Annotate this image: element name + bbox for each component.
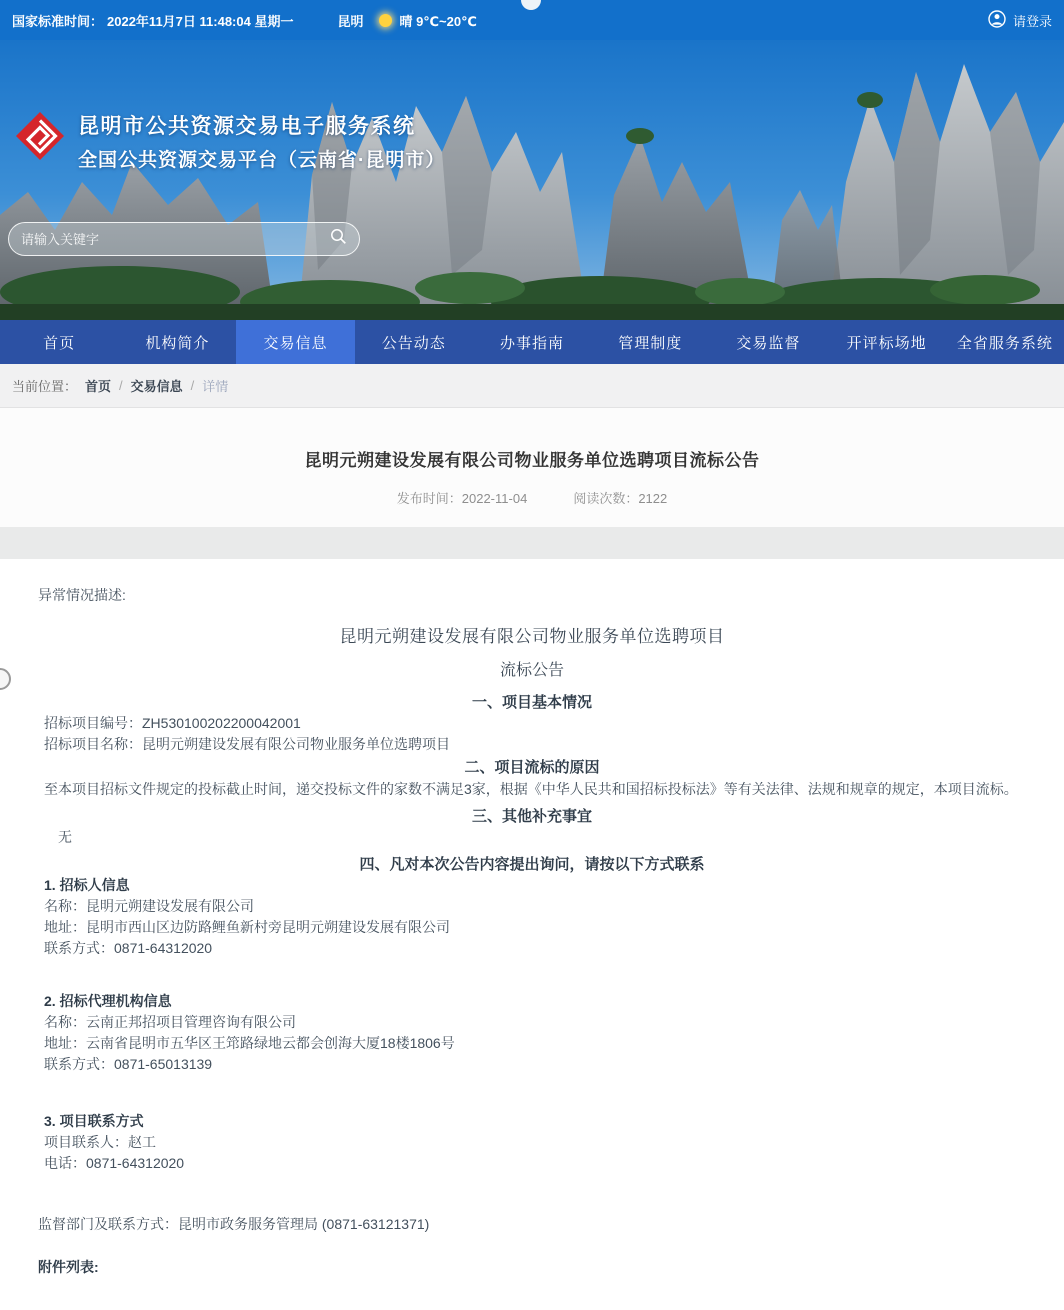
view-count — [573, 488, 667, 507]
login-button[interactable] — [988, 10, 1052, 31]
nav-item-venue[interactable]: 开评标场地 — [846, 334, 927, 352]
tenderer-contact-line: 联系方式：0871-64312020 — [44, 940, 213, 956]
site-titles — [78, 110, 445, 172]
city-label: 昆明 — [337, 13, 364, 29]
time-label: 国家标准时间： — [12, 13, 104, 29]
agency-info-heading: 2. 招标代理机构信息 — [44, 993, 172, 1009]
publish-time — [397, 488, 528, 507]
tenderer-info-heading: 1. 招标人信息 — [44, 877, 130, 893]
nav-item-announcements[interactable]: 公告动态 — [381, 334, 446, 352]
doc-title-line1: 昆明元朔建设发展有限公司物业服务单位选聘项目 — [339, 627, 725, 646]
publish-time-label: 发布时间： — [396, 491, 462, 506]
agency-contact-line: 联系方式：0871-65013139 — [44, 1056, 213, 1072]
site-brand — [14, 110, 445, 172]
article-body — [0, 559, 1064, 1310]
site-logo — [14, 110, 66, 167]
breadcrumb-separator: / — [119, 378, 123, 393]
breadcrumb — [0, 364, 1064, 408]
breadcrumb-home[interactable]: 首页 — [85, 379, 112, 394]
header-banner — [0, 40, 1064, 320]
section3-heading: 三、其他补充事宜 — [471, 808, 592, 825]
failure-reason-paragraph: 至本项目招标文件规定的投标截止时间，递交投标文件的家数不满足3家，根据《中华人民共和国招标投标法》等有关法律、法规和规章的规定，本项目流标。 — [44, 781, 1018, 797]
nav-item-supervision[interactable]: 交易监督 — [736, 334, 801, 352]
nav-item-guide[interactable]: 办事指南 — [499, 334, 564, 352]
nav-item-provincial-system[interactable]: 全省服务系统 — [956, 334, 1053, 352]
nav-item-regulations[interactable]: 管理制度 — [618, 334, 683, 352]
site-title-sub: 全国公共资源交易平台（云南省·昆明市） — [78, 150, 446, 171]
breadcrumb-current: 详情 — [202, 379, 229, 394]
article-header-card — [0, 408, 1064, 527]
abnormal-desc-label: 异常情况描述: — [38, 587, 126, 603]
nav-item-trade-info[interactable]: 交易信息 — [236, 320, 354, 364]
project-contact-phone-line: 电话：0871-64312020 — [44, 1155, 185, 1171]
breadcrumb-section[interactable]: 交易信息 — [130, 379, 183, 394]
weather-text: 晴 9℃~20℃ — [399, 13, 477, 29]
breadcrumb-separator: / — [190, 378, 195, 393]
section1-heading: 一、项目基本情况 — [471, 694, 592, 711]
topbar — [0, 0, 1064, 40]
view-count-label: 阅读次数： — [573, 491, 639, 506]
project-number-line: 招标项目编号：ZH530100202200042001 — [44, 715, 301, 731]
nav-item-home[interactable]: 首页 — [43, 334, 76, 352]
login-label: 请登录 — [1012, 13, 1052, 29]
site-title-main: 昆明市公共资源交易电子服务系统 — [78, 115, 416, 138]
standard-time — [12, 11, 293, 30]
search-input[interactable] — [21, 232, 330, 247]
view-count-value: 2122 — [638, 491, 668, 506]
project-contact-person-line: 项目联系人：赵工 — [44, 1134, 156, 1150]
karst-mountains-photo — [0, 40, 1064, 320]
supervision-line: 监督部门及联系方式：昆明市政务服务管理局 (0871-63121371) — [38, 1216, 430, 1232]
project-name-line: 招标项目名称：昆明元朔建设发展有限公司物业服务单位选聘项目 — [44, 736, 450, 752]
tenderer-address-line: 地址：昆明市西山区边防路鲤鱼新村旁昆明元朔建设发展有限公司 — [44, 919, 450, 935]
agency-address-line: 地址：云南省昆明市五华区王筇路绿地云都会创海大厦18楼1806号 — [44, 1035, 455, 1051]
section3-content: 无 — [58, 829, 72, 845]
nav-item-about[interactable]: 机构简介 — [145, 334, 210, 352]
agency-name-line: 名称：云南正邦招项目管理咨询有限公司 — [44, 1014, 296, 1030]
sun-icon — [379, 14, 392, 27]
page-title: 昆明元朔建设发展有限公司物业服务单位选聘项目流标公告 — [304, 451, 760, 470]
attachments-label: 附件列表: — [38, 1259, 99, 1275]
article-meta — [0, 488, 1064, 507]
publish-time-value: 2022-11-04 — [461, 491, 528, 506]
section-gap — [0, 527, 1064, 559]
search-box[interactable] — [8, 222, 360, 256]
user-icon — [988, 10, 1006, 31]
doc-title-line2: 流标公告 — [499, 662, 564, 679]
breadcrumb-label: 当前位置： — [12, 379, 78, 394]
scroll-notch — [521, 0, 541, 10]
search-icon[interactable] — [330, 228, 347, 250]
project-contact-heading: 3. 项目联系方式 — [44, 1113, 144, 1129]
main-nav — [0, 320, 1064, 364]
tenderer-name-line: 名称：昆明元朔建设发展有限公司 — [44, 898, 254, 914]
section4-heading: 四、凡对本次公告内容提出询问，请按以下方式联系 — [359, 856, 705, 873]
section2-heading: 二、项目流标的原因 — [464, 759, 600, 776]
time-value: 2022年11月7日 11:48:04 星期一 — [107, 13, 294, 29]
